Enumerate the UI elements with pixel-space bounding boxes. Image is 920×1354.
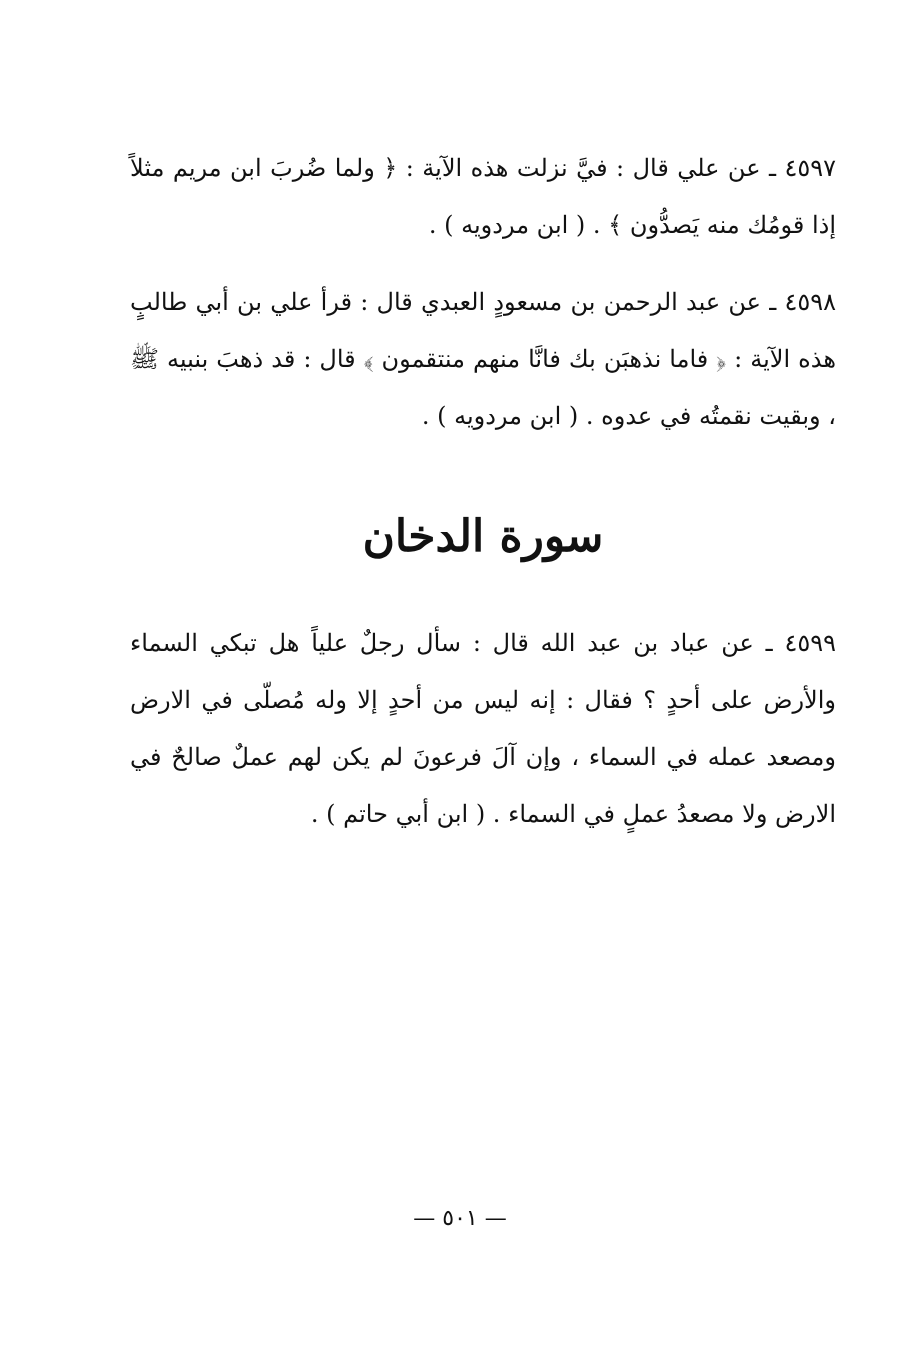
hadith-entry-4597: ٤٥٩٧ ـ عن علي قال : فيَّ نزلت هذه الآية : ﴿ ولما ضُربَ ابن مريم مثلاً إذا قومُك منه يَصدُّون ﴾ . ( ابن مردويه ) .	[130, 154, 836, 239]
hadith-entry-4599: ٤٥٩٩ ـ عن عباد بن عبد الله قال : سأل رجلٌ علياً هل تبكي السماء والأرض على أحدٍ ؟ فقال : إنه ليس من أحدٍ إلا وله مُصلّى في الارض ومصعد عمله في السماء ، وإن آلَ فرعونَ لم يكن لهم عملٌ صالحٌ في الارض ولا مصعدُ عملٍ في السماء . ( ابن أبي حاتم ) .	[130, 629, 836, 828]
hadith-entry-4598: ٤٥٩٨ ـ عن عبد الرحمن بن مسعودٍ العبدي قال : قرأ علي بن أبي طالبٍ هذه الآية : ﴿ فاما نذهبَن بك فانَّا منهم منتقمون ﴾ قال : قد ذهبَ بنبيه ﷺ ، وبقيت نقمتُه في عدوه . ( ابن مردويه ) .	[130, 288, 837, 430]
page-number: — ٥٠١ —	[413, 1206, 507, 1231]
sura-title: سورة الدخان	[362, 511, 604, 562]
page-body	[130, 140, 836, 843]
